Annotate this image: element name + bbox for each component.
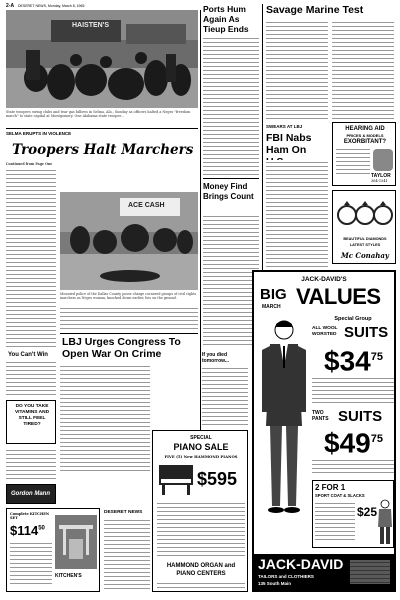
jack-ad-suits1: SUITS xyxy=(344,324,389,341)
divider xyxy=(203,178,259,179)
deseret-label: DESERET NEWS xyxy=(104,510,143,515)
piano-ad-text xyxy=(157,501,245,557)
top-photo xyxy=(6,10,198,108)
hearing-ad-text xyxy=(336,147,370,175)
piano-ad-brand2: PIANO CENTERS xyxy=(176,571,226,577)
jack-ad-price2-dollars: $49 xyxy=(324,427,371,459)
money-headline: Money Find Brings Count xyxy=(203,182,254,201)
jack-ad-price3: $25 xyxy=(357,505,378,519)
jewel-ad-line1: BEAUTIFUL DIAMONDS xyxy=(343,237,387,241)
masthead: DESERET NEWS, Monday, March 8, 1965 xyxy=(18,3,85,8)
troopers-kicker: Continued from Page One xyxy=(6,162,53,166)
sport-coat-man-illustration xyxy=(375,499,395,545)
jewel-ad-line2: LATEST STYLES xyxy=(349,243,381,247)
jack-ad-sport-text xyxy=(315,501,355,541)
fbi-headline: FBI Nabs Ham On xyxy=(266,132,312,156)
piano-ad-title: PIANO SALE xyxy=(173,442,229,452)
jack-ad-special: Special Group xyxy=(334,316,372,322)
jack-david-ad xyxy=(252,270,396,592)
troopers-story-text xyxy=(6,168,56,350)
piano-ad-offer: FIVE (5) New HAMMOND PIANOS xyxy=(164,455,238,459)
jack-ad-hours xyxy=(350,560,390,584)
jack-ad-footer xyxy=(254,554,394,590)
jack-ad-address: 135 South Main xyxy=(258,581,292,586)
vitamins-ad-headline: DO YOU TAKE VITAMINS AND STILL FEEL TIRED? xyxy=(14,404,50,427)
hearing-ad-title: HEARING AID xyxy=(345,126,385,132)
cant-win-headline: You Can't Win xyxy=(8,352,48,358)
jewel-ad-brand: Mc Conahay xyxy=(340,251,389,260)
photo-sign: HAISTEN'S xyxy=(72,22,110,29)
jack-ad-suits2: SUITS xyxy=(338,408,383,425)
piano-ad-special: SPECIAL xyxy=(190,435,212,441)
piano-ad-address xyxy=(157,581,245,589)
mid-photo-caption: Mounted police of the Dallas County posse charge cornered groups of civil rights marchers as Negro woman, knocked down earlier, lies on the ground. xyxy=(60,292,197,300)
left-lower-text xyxy=(6,448,56,482)
jack-ad-brand-sub: TAILORS and CLOTHIERS xyxy=(258,574,314,579)
hearing-ad-sub2: EXORBITANT? xyxy=(343,139,387,145)
hearing-aid-ad xyxy=(332,122,396,186)
optique-ad xyxy=(6,484,56,504)
jack-ad-price1 xyxy=(324,342,383,376)
jack-ad-one-for: 2 FOR 1 xyxy=(315,483,346,492)
died-headline: If you died tomorrow... xyxy=(202,352,230,364)
kitchen-set-illustration xyxy=(55,515,97,569)
savage-text-col1 xyxy=(266,20,328,120)
piano-image xyxy=(159,465,193,495)
jack-ad-pants: PANTS xyxy=(312,416,329,422)
kitchen-ad-dollars: $114 xyxy=(10,523,39,538)
cant-win-text xyxy=(6,360,56,396)
jewel-ad xyxy=(332,190,396,264)
column-rule xyxy=(200,10,201,430)
jack-ad-price1-dollars: $34 xyxy=(324,345,371,377)
kitchen-ad-brand: KITCHEN'S xyxy=(55,573,82,579)
ring-illustrations xyxy=(335,193,395,235)
divider xyxy=(60,333,198,334)
jack-ad-price2-cents: 75 xyxy=(370,433,383,445)
ports-headline: Ports Hum Again As Tieup Ends xyxy=(203,4,249,34)
kitchen-ad-price xyxy=(10,523,45,538)
jack-ad-price1-cents: 75 xyxy=(370,351,383,363)
troopers-headline: Troopers Halt Marchers xyxy=(12,142,194,158)
savage-headline: Savage Marine Test xyxy=(266,4,364,16)
jack-ad-price2 xyxy=(324,424,383,458)
ports-text xyxy=(203,36,259,176)
jack-ad-two: TWO xyxy=(312,410,324,416)
jack-ad-brand: JACK-DAVID xyxy=(258,556,344,572)
lbj-story-text xyxy=(60,364,150,474)
mid-photo-sign: ACE CASH xyxy=(128,202,165,209)
jack-ad-sport-box xyxy=(312,480,394,548)
kitchen-ad-text xyxy=(10,541,52,587)
kitchen-ad-label: Complete KITCHEN SET xyxy=(10,512,50,520)
swears-label: SWEARS AT LBJ xyxy=(266,124,303,129)
hearing-ad-brand: TAYLOR xyxy=(371,173,391,179)
vitamins-ad xyxy=(6,400,56,444)
piano-ad xyxy=(152,430,248,592)
kitchen-ad-cents: 50 xyxy=(38,525,45,532)
kitchen-ad xyxy=(6,508,100,592)
divider xyxy=(6,128,198,129)
mid-photo xyxy=(60,192,198,290)
piano-illustration xyxy=(159,465,193,495)
hearing-aid-image xyxy=(373,149,393,171)
optique-ad-brand: Gordon Mann xyxy=(11,491,50,497)
jack-ad-values: VALUES xyxy=(296,284,381,309)
jack-ad-sport: SPORT COAT & SLACKS xyxy=(315,493,365,498)
selma-label: SELMA ERUPTS IN VIOLENCE xyxy=(6,131,72,136)
lbj-headline: LBJ Urges Congress To Open War On Crime xyxy=(62,336,181,360)
piano-ad-brand1: HAMMOND ORGAN and xyxy=(166,563,236,569)
page-number: 2-A xyxy=(6,3,15,9)
deseret-text xyxy=(104,518,150,592)
jack-ad-big: BIG xyxy=(260,286,287,303)
mid-story-text xyxy=(60,306,198,330)
money-text xyxy=(203,214,259,348)
fbi-text xyxy=(266,160,328,270)
jack-ad-all-wool: ALL WOOL xyxy=(312,326,338,331)
top-photo-caption: State troopers swing clubs and tear gas billows in Selma, Ala., Sunday as officers halted a Negro "freedom march" to state capital at Montgomery. One Alabama state trooper... xyxy=(6,110,191,118)
jack-ad-top: JACK-DAVID'S xyxy=(301,276,347,283)
died-text xyxy=(202,366,248,426)
piano-ad-price: $595 xyxy=(197,469,238,489)
savage-text-col2 xyxy=(332,20,394,120)
jack-ad-text2 xyxy=(312,458,394,476)
man-in-suit-illustration xyxy=(258,316,310,516)
kitchen-ad-image xyxy=(55,515,97,569)
hearing-ad-phone: 364-1541 xyxy=(371,179,388,183)
jack-ad-march: MARCH xyxy=(262,304,281,310)
hearing-ad-sub1: PRICES & MODELS xyxy=(346,133,384,138)
jack-ad-text1 xyxy=(312,376,394,406)
jack-ad-worsted: WORSTED xyxy=(312,332,337,337)
